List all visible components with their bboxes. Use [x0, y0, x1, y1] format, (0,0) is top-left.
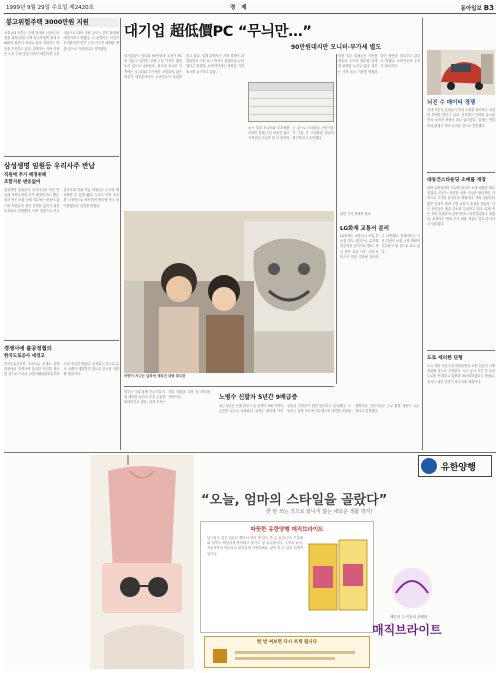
ad-headline: “오늘, 엄마의 스타일을 골랐다”: [201, 493, 388, 508]
header-date: 1999년 9월 29일 수요일 제2420호: [6, 5, 94, 11]
lead-subheadline: 90만원대지만 모니터·부가세 별도: [291, 44, 382, 51]
ad-logo-art: [382, 563, 442, 613]
car-photo: [427, 50, 495, 95]
samsung-body: 삼성생명 임원들이 우리사주를 자진 반납해 직원들에게 추가 배정하기로 했다. 회사 측은 조합 전체 지분에는 변동이 없으며 직원들의 참여 기회를 넓히기 위한 조치라고 설명했다. 이번 결정으로 신규 입사자와 하위 직급 직원들도 주식을 배정받을 수 있게 됐다. 노조도 이번 조치를 긍정적으로 평가하며 협의에 적극 참여하겠다는 입장을 밝혔다.: [4, 188, 119, 213]
ktf-body: 한국도로공사가 고속도로 휴게소 운영 과정에서 경쟁사에 불리한 조건을 제시한 것으로 드러나 공정거래위원회로부터 시정 경고를 받았다. 공정위는 앞으로 유사 사례가 재발하지 않도록 감시를 강화할 방침이다.: [4, 362, 119, 377]
ad-brand-name: 유한양행: [441, 463, 476, 473]
lead-body-1: 대기업들이 앞다퉈 90만원대 초저가 PC를 내놓고 있지만 실제 구입 가격은 훨씬 높은 것으로 나타났다. 광고에 표시된 가격에는 모니터와 부가세가 포함되지 않은 경우가 대부분이어서 소비자들이 혼란을 겪고 있다. 업계 관계자는 가격 경쟁이 과열되면서 이런 표시 방식이 관행처럼 굳어졌다고 말했다. 소비자단체는 정확한 가격 표시를 요구하고 있다.: [124, 54, 244, 79]
housing-body: 서울시와 정부는 주택 임대차 시장의 안정을 위해 위험 주택 입주자에게 최대 3000만 원까지 저리로 융자 지원하는 방안을 추진하고 있다. 관계자는 이번 지원은 노후 주택 밀집 지역의 세입자를 우선 대상으로 하며 지원 규모는 추후 확정될 예정이라고 밝혔다. 시 관계자는 사업이 본격화되면 연간 수천 가구가 혜택을 받을 것으로 기대된다고 설명했다.: [4, 31, 119, 56]
ad-product-name: 매직브라이트: [372, 623, 442, 637]
samsung-title: 삼성생명 임원등 우리사주 반납: [4, 162, 95, 170]
samsung-decks: [4, 172, 54, 186]
lg-title: LG화재 교통서 분리: [340, 226, 390, 232]
newspaper-page: [4, 2, 496, 670]
right-mid-title: 대동건스타운딩 소매를 개장: [427, 178, 486, 183]
center-lower-body: 정부는 이와 함께 중소기업 지원 예산을 늘리고 수출 금융을 확대하기로 했다. 관계 부처는 세부 계획을 다음 달 발표할 예정이다.: [124, 390, 210, 405]
page-header: [4, 2, 496, 14]
advertisement: [4, 452, 496, 670]
ad-coupon: [204, 636, 370, 668]
center-right-note: 관련 기사 경제면 참조: [340, 212, 371, 216]
right-low-body: 도로 정비 사업이 본격화되면서 교통 흐름이 크게 개선될 것으로 기대된다. 시는 공사 기간 중 우회 도로를 안내하고 불편을 최소화하겠다고 밝혔다. 공사는 내년 상반기 마무리될 예정이다.: [427, 364, 495, 384]
right-low-title: 도로 세리한 단형: [427, 356, 463, 361]
section-name: 경 제: [230, 5, 249, 11]
brand-emblem-icon: [421, 458, 437, 474]
lead-headline: 대기업 超低價PC “무늬만…”: [124, 24, 312, 40]
samsung-deck-1: 직원에 추가 배정위해: [4, 173, 47, 178]
billboard-photo: [124, 211, 334, 373]
ad-subline: 한 번 쓰는 것으로 끝나지 않는 새로운 생활 방식!: [266, 509, 373, 515]
lg-body: LG화재는 교통사고 보험 부문을 별도 법인으로 분리해 전문성을 높이기로 했다. 회사 측은 분리 이후 고객 서비스가 한층 강화될 것이라고 설명했다. 업계에서는 이번 결정이 보험 시장 재편의 신호탄이 될 것으로 보고 있다.: [340, 234, 420, 259]
right-top-body: 국내 자동차 업체들이 경차 시장을 둘러싸고 치열한 경쟁을 벌이고 있다. 신모델이 잇따라 출시되면서 소비자 선택의 폭도 넓어졌다. 업계는 연말까지 판매가 계속 늘어날 것으로 전망했다.: [427, 108, 495, 128]
bottom-body: 최근 5년간 신발 관련 노동 분쟁이 9배 가까이 급증한 것으로 나타났다. 업계는 원자재 가격 상승과 인력난이 겹친 탓이라고 분석했다. 노동부는 실태 조사에 착수했으며 대책을 마련할 계획이다. 전문가들은 근로 환경 개선이 시급하다고 지적했다.: [219, 404, 419, 414]
page-number: 동아일보 B3: [460, 4, 494, 12]
samsung-deck-2: 조합지분 변동없어: [4, 180, 41, 185]
left-column: [4, 18, 119, 448]
right-top-title: 뇌진 수 매이티 경쟁: [427, 100, 476, 106]
photo-caption-title: 차량이 지나는 길목에 세워진 대형 광고판: [124, 374, 186, 378]
ad-brand-logo: [418, 455, 492, 477]
housing-title: 봉고위험주택 3000만원 지원: [4, 18, 119, 27]
right-mid-body: 대형 유통업체가 도심에 대규모 소매 매장을 새로 열었다. 회사는 다양한 상품 구성과 합리적인 가격으로 고객을 끌어모을 계획이다. 개장 첫날부터 많은 인파가 몰려 주변 교통이 혼잡을 빚었다. 인근 상인들은 매출 감소를 우려하고 있다. 업체 측은 지역 상권과의 상생 방안도 마련하겠다고 밝혔다. 관계자는 연내 추가 매장 개설도 검토 중이라고 덧붙였다.: [427, 186, 495, 227]
ad-slogan: 깨끗한 그 이상의 상쾌함: [390, 615, 428, 619]
ad-coupon-title: 한 번 써보면 다시 쓰게 됩니다: [257, 640, 317, 645]
ad-photo-clothes: [90, 455, 194, 669]
ad-box-copy: 부드럽고 질긴 섬유로 빨아서 여러 번 다시 쓸 수 있습니다. 기름때와 얼룩도 깨끗하게 닦아내고 물기도 잘 흡수합니다. 주방과 욕실, 자동차까지 어디서나 편리하게 사용하세요. 삶아 쓸 수 있어 위생적입니다.: [207, 536, 303, 556]
coupon-box-icon: [213, 649, 227, 663]
ktf-deck: 한국도로공사 세경고: [4, 354, 45, 359]
lead-body-3: 한편 일부 업체들은 사은품 제공과 무이자 할부를 앞세워 판매를 늘리고 있다. 정부는 가격 표시 기준을 명확히 하는 방안을 검토하고 있다고 밝혔다. 소비자들의 주의가 필요하다.: [338, 54, 420, 74]
lead-photo-caption: [124, 374, 334, 379]
price-table: [248, 82, 334, 122]
bottom-title: 노병수 신발자 5년간 9배급증: [219, 394, 298, 401]
ad-product-box: [200, 521, 374, 633]
ktf-title: 경쟁사에 불공정협의: [4, 346, 52, 352]
car-image: [427, 50, 495, 95]
lead-body-2: 조사 결과 모니터와 부가세를 더하면 실제 구입 비용은 광고 가격보다 수십만 원 더 비싸지는 것으로 드러났다. 전문가들은 구입 전 구성품을 꼼꼼히 확인하라고 조언했다.: [248, 126, 334, 141]
ad-product-pack: [305, 538, 371, 616]
ad-box-title: 따뜻한 유한양행 매직브라이트: [250, 527, 324, 533]
lead-photo: [124, 211, 334, 373]
